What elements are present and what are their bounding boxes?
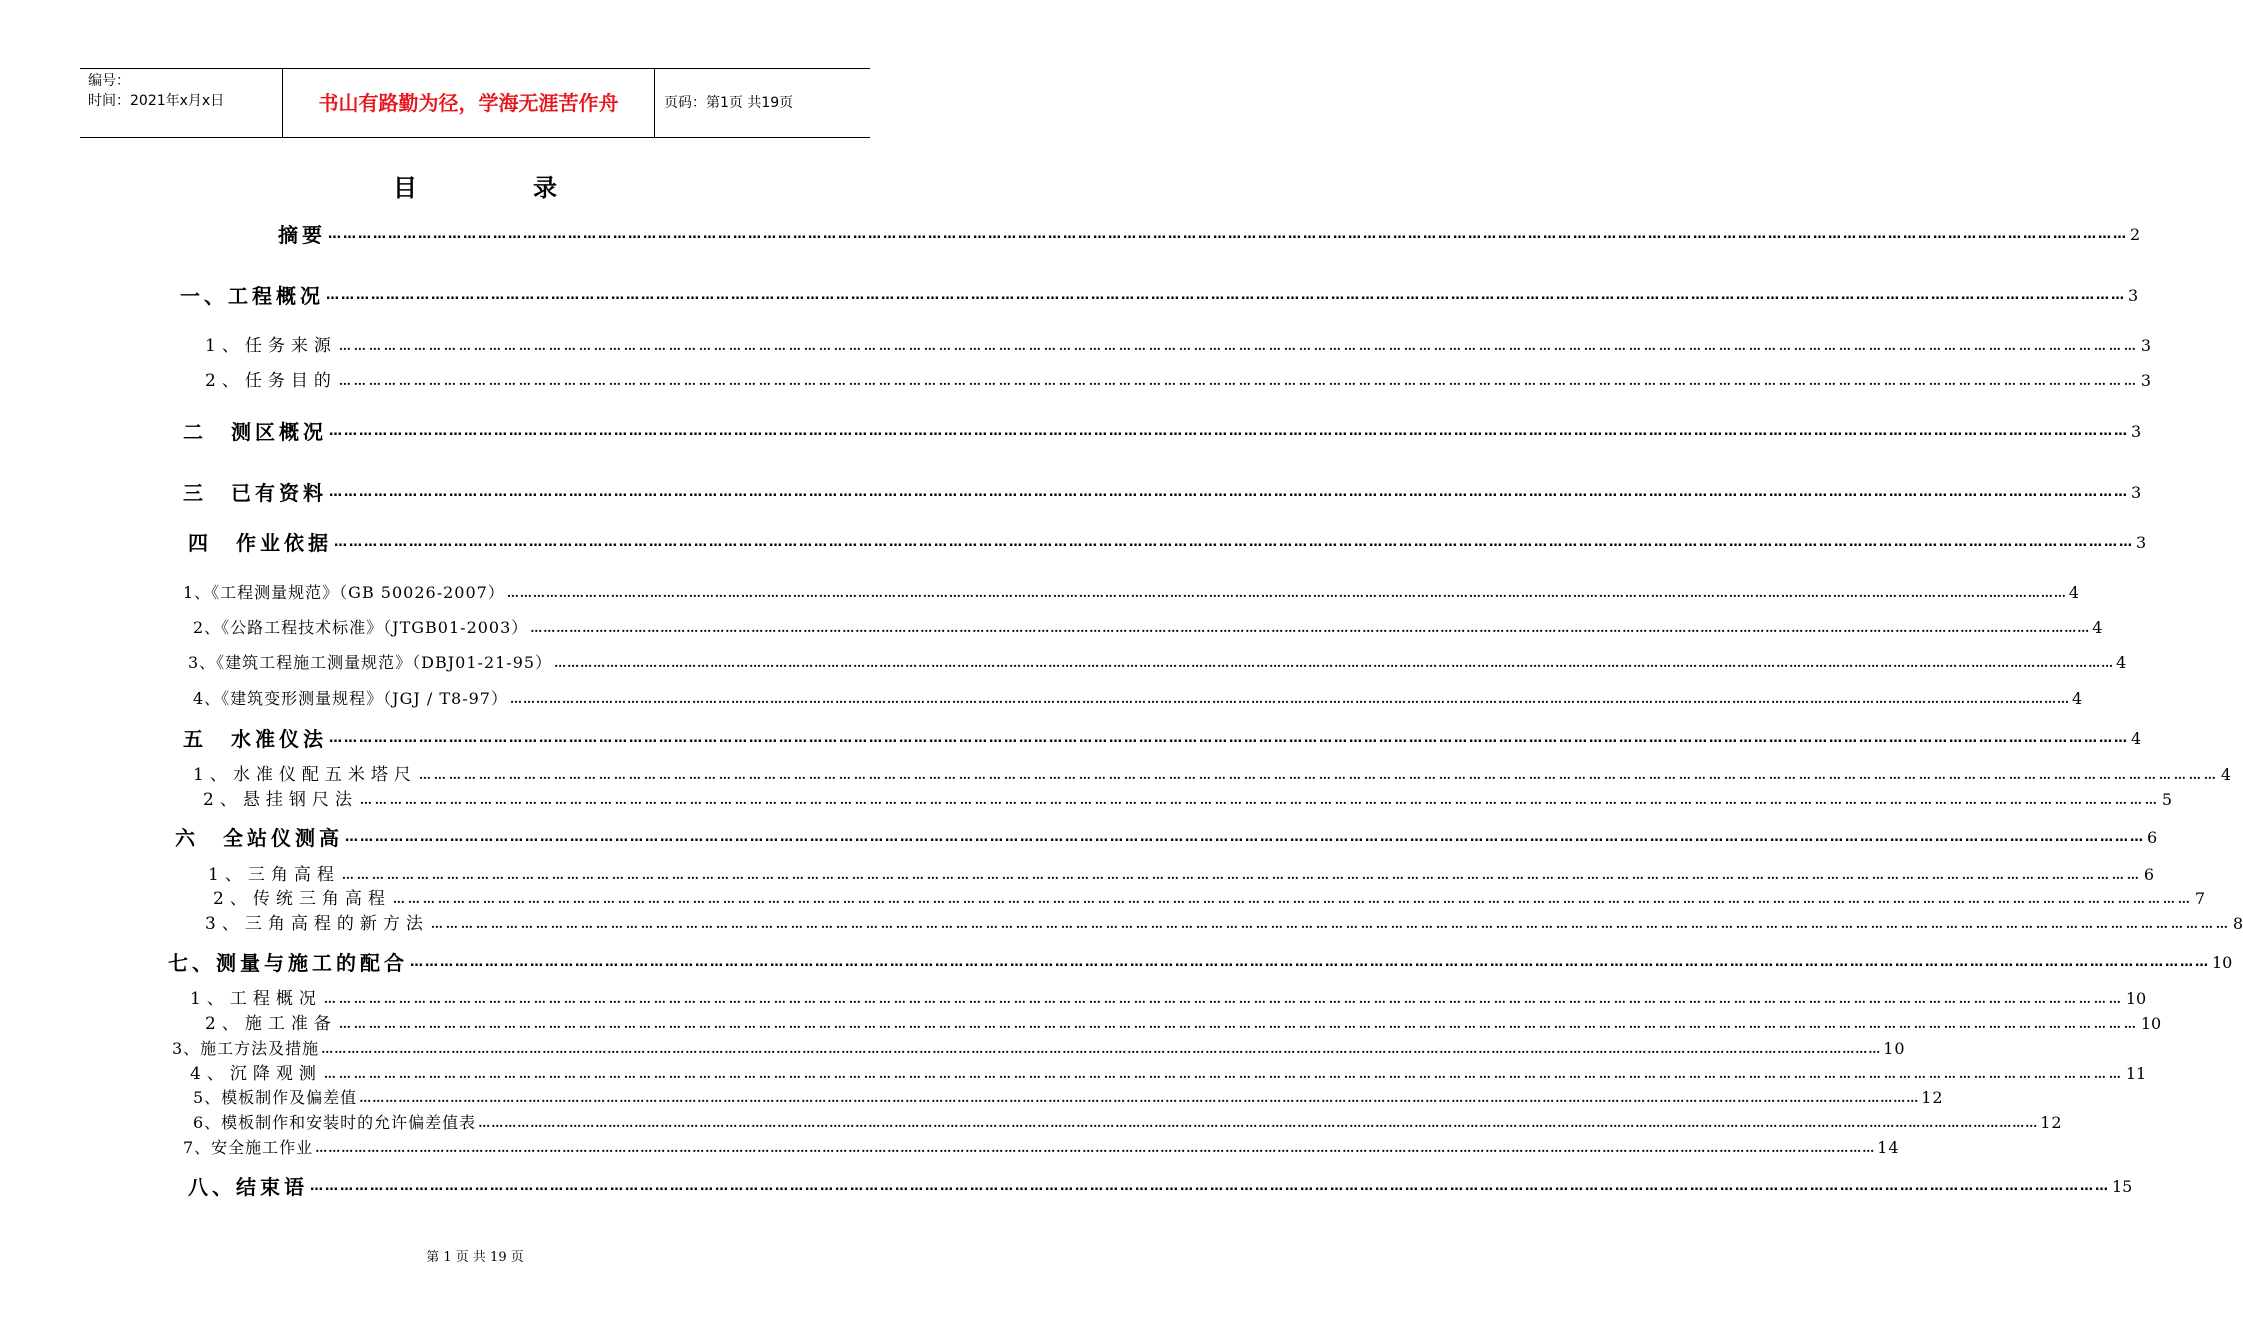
toc-entry-page: 4 — [2116, 653, 2128, 672]
toc-entry-label: 3、三角高程的新方法 — [205, 914, 429, 934]
toc-entry[interactable] — [278, 222, 2141, 248]
toc-entry[interactable] — [188, 530, 2147, 556]
toc-entry[interactable] — [183, 580, 2081, 606]
toc-entry-label: 4、沉降观测 — [190, 1064, 322, 1084]
toc-entry-label: 六 全站仪测高 — [175, 826, 343, 850]
toc-leader-dots: ……………………………………………………………………………………………………………………………………………………………………………………………………………………………………………………………………………………………………………………………… — [554, 656, 2115, 670]
toc-leader-dots: ……………………………………………………………………………………………………………………………………………………………………………………………………………………………………………………………………………………………………………………………… — [392, 892, 2193, 906]
toc-entry-page: 4 — [2131, 729, 2142, 748]
toc-entry[interactable] — [183, 480, 2142, 506]
toc-entry[interactable] — [183, 1135, 1900, 1161]
toc-title — [0, 168, 950, 203]
toc-leader-dots: ……………………………………………………………………………………………………………………………………………………………………………………………………………………………………………………………………………………………………………………………… — [345, 830, 2145, 845]
toc-entry-label: 四 作业依据 — [188, 531, 332, 555]
toc-entry-page: 4 — [2092, 618, 2104, 637]
toc-entry-page: 6 — [2147, 828, 2158, 847]
toc-leader-dots: ……………………………………………………………………………………………………………………………………………………………………………………………………………………………………………………………………………………………………………………………… — [310, 1179, 2110, 1194]
toc-entry-page: 8 — [2232, 914, 2243, 933]
toc-entry[interactable] — [208, 862, 2155, 888]
toc-entry-label: 1、任务来源 — [205, 336, 337, 356]
toc-entry-label: 4、《建筑变形测量规程》（JGJ / T8-97） — [193, 689, 508, 708]
toc-leader-dots: ……………………………………………………………………………………………………………………………………………………………………………………………………………………………………………………………………………………………………………………………… — [321, 1042, 1882, 1056]
toc-entry-label: 2、任务目的 — [205, 371, 337, 391]
toc-leader-dots: ……………………………………………………………………………………………………………………………………………………………………………………………………………………………………………………………………………………………………………………………… — [430, 917, 2231, 931]
header-meta — [88, 71, 283, 111]
toc-entry[interactable] — [188, 650, 2128, 676]
header-time-label: 时间：2021年x月x日 — [88, 93, 225, 109]
toc-leader-dots: ……………………………………………………………………………………………………………………………………………………………………………………………………………………………………………………………………………………………………………………………… — [315, 1141, 1876, 1155]
toc-entry-label: 5、模板制作及偏差值 — [193, 1088, 358, 1107]
toc-entry[interactable] — [193, 762, 2232, 788]
toc-leader-dots: ……………………………………………………………………………………………………………………………………………………………………………………………………………………………………………………………………………………………………………………………… — [329, 731, 2129, 746]
toc-entry[interactable] — [205, 1011, 2162, 1037]
page-footer: 第 1 页 共 19 页 — [426, 1250, 524, 1265]
toc-leader-dots: ……………………………………………………………………………………………………………………………………………………………………………………………………………………………………………………………………………………………………………………………… — [328, 227, 2128, 242]
toc-entry-page: 3 — [2136, 533, 2147, 552]
toc-entry-page: 10 — [2140, 1014, 2162, 1033]
toc-entry-page: 10 — [2212, 953, 2233, 972]
toc-entry-page: 5 — [2161, 790, 2173, 809]
toc-leader-dots: ……………………………………………………………………………………………………………………………………………………………………………………………………………………………………………………………………………………………………………………………… — [506, 586, 2067, 600]
toc-entry-page: 3 — [2140, 336, 2152, 355]
toc-entry-page: 12 — [2040, 1113, 2063, 1132]
toc-entry-label: 2、悬挂钢尺法 — [203, 790, 358, 810]
toc-entry-page: 15 — [2112, 1177, 2133, 1196]
toc-entry-page: 11 — [2125, 1064, 2147, 1083]
toc-entry[interactable] — [190, 986, 2147, 1012]
toc-leader-dots: ……………………………………………………………………………………………………………………………………………………………………………………………………………………………………………………………………………………………………………………………… — [359, 1091, 1920, 1105]
toc-entry[interactable] — [193, 1085, 1944, 1111]
toc-entry-page: 2 — [2130, 225, 2141, 244]
toc-entry-label: 一、工程概况 — [180, 284, 324, 308]
toc-leader-dots: ……………………………………………………………………………………………………………………………………………………………………………………………………………………………………………………………………………………………………………………………… — [359, 793, 2160, 807]
toc-leader-dots: ……………………………………………………………………………………………………………………………………………………………………………………………………………………………………………………………………………………………………………………………… — [323, 992, 2124, 1006]
toc-entry-label: 八、结束语 — [188, 1175, 308, 1199]
toc-entry-label: 五 水准仪法 — [183, 727, 327, 751]
toc-entry-page: 14 — [1877, 1138, 1900, 1157]
toc-entry-label: 2、施工准备 — [205, 1014, 337, 1034]
toc-leader-dots: ……………………………………………………………………………………………………………………………………………………………………………………………………………………………………………………………………………………………………………………………… — [334, 535, 2134, 550]
toc-leader-dots: ……………………………………………………………………………………………………………………………………………………………………………………………………………………………………………………………………………………………………………………………… — [323, 1067, 2124, 1081]
header-motto: 书山有路勤为径，学海无涯苦作舟 — [318, 91, 619, 115]
toc-leader-dots: ……………………………………………………………………………………………………………………………………………………………………………………………………………………………………………………………………………………………………………………………… — [338, 339, 2139, 353]
toc-leader-dots: ……………………………………………………………………………………………………………………………………………………………………………………………………………………………………………………………………………………………………………………………… — [418, 768, 2219, 782]
toc-entry[interactable] — [205, 911, 2243, 937]
toc-entry-label: 2、《公路工程技术标准》（JTGB01-2003） — [193, 618, 529, 637]
toc-entry[interactable] — [183, 726, 2142, 752]
toc-entry-page: 7 — [2194, 889, 2206, 908]
toc-entry-label: 2、传统三角高程 — [213, 889, 391, 909]
toc-entry[interactable] — [180, 283, 2139, 309]
toc-title-left: 目 — [393, 174, 417, 202]
toc-entry-label: 1、水准仪配五米塔尺 — [193, 765, 417, 785]
toc-entry-page: 4 — [2071, 689, 2084, 708]
toc-entry-page: 6 — [2143, 865, 2155, 884]
toc-entry[interactable] — [205, 333, 2152, 359]
toc-entry[interactable] — [193, 615, 2104, 641]
toc-entry-page: 12 — [1921, 1088, 1944, 1107]
toc-entry-label: 3、施工方法及措施 — [172, 1039, 320, 1058]
toc-entry-label: 二 测区概况 — [183, 420, 327, 444]
toc-leader-dots: ……………………………………………………………………………………………………………………………………………………………………………………………………………………………………………………………………………………………………………………………… — [338, 374, 2139, 388]
toc-entry[interactable] — [188, 1174, 2133, 1200]
toc-entry[interactable] — [193, 686, 2084, 712]
toc-leader-dots: ……………………………………………………………………………………………………………………………………………………………………………………………………………………………………………………………………………………………………………………………… — [341, 868, 2142, 882]
toc-leader-dots: ……………………………………………………………………………………………………………………………………………………………………………………………………………………………………………………………………………………………………………………………… — [478, 1116, 2039, 1130]
toc-leader-dots: ……………………………………………………………………………………………………………………………………………………………………………………………………………………………………………………………………………………………………………………………… — [329, 424, 2129, 439]
toc-leader-dots: ……………………………………………………………………………………………………………………………………………………………………………………………………………………………………………………………………………………………………………………………… — [326, 288, 2126, 303]
toc-entry[interactable] — [193, 1110, 2063, 1136]
toc-entry[interactable] — [213, 886, 2206, 912]
toc-entry[interactable] — [203, 787, 2173, 813]
toc-entry-label: 摘要 — [278, 223, 326, 247]
toc-leader-dots: ……………………………………………………………………………………………………………………………………………………………………………………………………………………………………………………………………………………………………………………………… — [329, 485, 2129, 500]
toc-entry-page: 3 — [2140, 371, 2152, 390]
header-number-label: 编号： — [88, 73, 130, 89]
header-divider — [654, 69, 655, 137]
toc-entry-page: 4 — [2068, 583, 2081, 602]
toc-entry-label: 三 已有资料 — [183, 481, 327, 505]
toc-entry-page: 3 — [2128, 286, 2139, 305]
toc-leader-dots: ……………………………………………………………………………………………………………………………………………………………………………………………………………………………………………………………………………………………………………………………… — [509, 692, 2070, 706]
toc-entry-label: 6、模板制作和安装时的允许偏差值表 — [193, 1113, 477, 1132]
toc-entry-page: 10 — [1883, 1039, 1906, 1058]
toc-leader-dots: ……………………………………………………………………………………………………………………………………………………………………………………………………………………………………………………………………………………………………………………………… — [338, 1017, 2139, 1031]
toc-entry-page: 10 — [2125, 989, 2147, 1008]
toc-entry-label: 7、安全施工作业 — [183, 1138, 314, 1157]
header-page-info: 页码：第1页 共19页 — [664, 95, 794, 111]
toc-entry-label: 七、测量与施工的配合 — [168, 951, 408, 975]
document-header — [80, 68, 870, 138]
toc-entry-label: 3、《建筑工程施工测量规范》（DBJ01-21-95） — [188, 653, 553, 672]
toc-entry[interactable] — [183, 419, 2142, 445]
toc-entry-page: 3 — [2131, 483, 2142, 502]
toc-entry-label: 1、工程概况 — [190, 989, 322, 1009]
toc-leader-dots: ……………………………………………………………………………………………………………………………………………………………………………………………………………………………………………………………………………………………………………………………… — [530, 621, 2091, 635]
toc-entry-page: 4 — [2220, 765, 2232, 784]
toc-entry[interactable] — [190, 1061, 2147, 1087]
toc-leader-dots: ……………………………………………………………………………………………………………………………………………………………………………………………………………………………………………………………………………………………………………………………… — [410, 955, 2210, 970]
toc-entry-label: 1、《工程测量规范》（GB 50026-2007） — [183, 583, 505, 602]
toc-entry[interactable] — [205, 368, 2152, 394]
toc-entry[interactable] — [168, 950, 2233, 976]
toc-entry[interactable] — [175, 825, 2158, 851]
toc-entry-label: 1、三角高程 — [208, 865, 340, 885]
toc-entry[interactable] — [172, 1036, 1906, 1062]
toc-entry-page: 3 — [2131, 422, 2142, 441]
toc-title-right: 录 — [533, 174, 557, 202]
